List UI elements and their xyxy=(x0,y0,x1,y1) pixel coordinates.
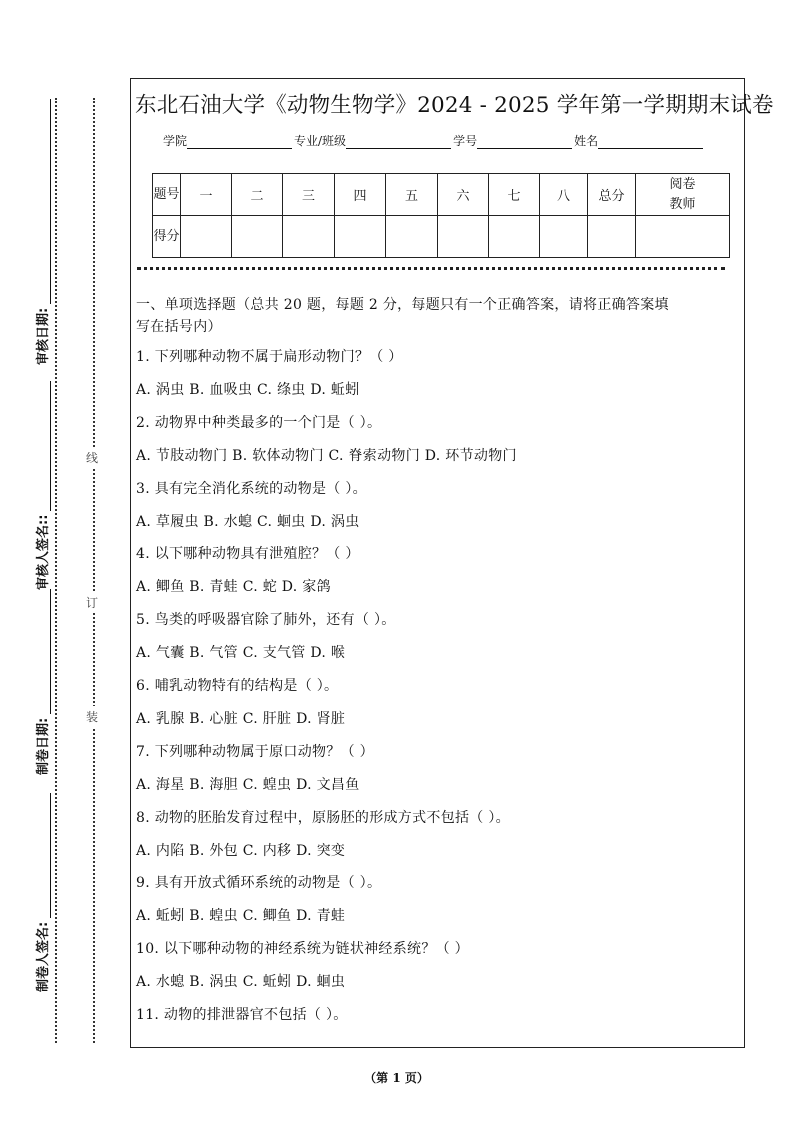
header-cell: 阅卷教师 xyxy=(636,174,730,216)
review-date-label: 审核日期: xyxy=(36,307,51,365)
score-cell[interactable] xyxy=(636,216,730,258)
compile-date-blank[interactable] xyxy=(38,589,51,714)
answer-options: A. 蚯蚓 B. 蝗虫 C. 鲫鱼 D. 青蛙 xyxy=(136,908,346,925)
score-cell[interactable] xyxy=(588,216,636,258)
question-stem: 3. 具有完全消化系统的动物是（ ）。 xyxy=(136,480,367,497)
section-divider xyxy=(137,267,725,270)
section-heading: 一、单项选择题（总共 20 题，每题 2 分，每题只有一个正确答案，请将正确答案填 xyxy=(136,297,669,313)
compiler-signature-blank[interactable] xyxy=(38,793,51,918)
score-cell[interactable] xyxy=(540,216,588,258)
binding-mark-ding: 订 xyxy=(86,592,98,613)
student-info xyxy=(163,132,705,149)
score-table-header xyxy=(153,174,730,216)
margin-dotted-line xyxy=(55,98,57,1043)
question-stem: 5. 鸟类的呼吸器官除了肺外，还有（ ）。 xyxy=(136,612,396,629)
score-row xyxy=(153,216,730,258)
header-cell: 八 xyxy=(540,174,588,216)
major-input[interactable] xyxy=(346,136,451,149)
exam-title: 东北石油大学《动物生物学》2024 - 2025 学年第一学期期末试卷 xyxy=(135,93,774,118)
name-input[interactable] xyxy=(598,136,703,149)
binding-mark-zhuang: 装 xyxy=(86,706,98,727)
reviewer-signature-label: 审核人签名:: xyxy=(36,514,51,590)
question-stem: 9. 具有开放式循环系统的动物是（ ）。 xyxy=(136,875,382,892)
college-label: 学院 xyxy=(163,134,188,148)
student-id-input[interactable] xyxy=(477,136,572,149)
answer-options: A. 节肢动物门 B. 软体动物门 C. 脊索动物门 D. 环节动物门 xyxy=(136,447,517,464)
compiler-signature-field[interactable] xyxy=(32,793,51,992)
compiler-signature-label: 制卷人签名: xyxy=(36,921,51,992)
binding-mark-xian: 线 xyxy=(86,447,98,468)
section-heading-cont: 写在括号内） xyxy=(136,319,222,335)
header-cell: 三 xyxy=(283,174,335,216)
header-cell: 题号 xyxy=(153,174,181,216)
header-cell: 二 xyxy=(232,174,283,216)
question-stem: 2. 动物界中种类最多的一个门是（ ）。 xyxy=(136,414,382,431)
review-date-blank[interactable] xyxy=(38,99,51,304)
question-stem: 11. 动物的排泄器官不包括（ ）。 xyxy=(136,1007,348,1023)
student-id-label: 学号 xyxy=(453,134,478,148)
header-cell: 六 xyxy=(438,174,489,216)
compile-date-field[interactable] xyxy=(32,589,51,775)
score-cell[interactable] xyxy=(232,216,283,258)
answer-options: A. 水螅 B. 涡虫 C. 蚯蚓 D. 蛔虫 xyxy=(136,974,346,991)
question-stem: 6. 哺乳动物特有的结构是（ ）。 xyxy=(136,678,339,694)
score-cell[interactable] xyxy=(438,216,489,258)
answer-options: A. 鲫鱼 B. 青蛙 C. 蛇 D. 家鸽 xyxy=(136,579,331,596)
answer-options: A. 乳腺 B. 心脏 C. 肝脏 D. 肾脏 xyxy=(136,710,346,727)
score-cell[interactable] xyxy=(335,216,386,258)
header-cell: 五 xyxy=(386,174,438,216)
binding-dotted-line xyxy=(93,98,95,1043)
major-label: 专业/班级 xyxy=(294,134,347,148)
header-cell: 总分 xyxy=(588,174,636,216)
score-cell[interactable] xyxy=(181,216,232,258)
header-cell: 七 xyxy=(489,174,540,216)
answer-options: A. 草履虫 B. 水螅 C. 蛔虫 D. 涡虫 xyxy=(136,513,360,530)
score-cell[interactable] xyxy=(386,216,438,258)
score-table xyxy=(152,173,730,258)
page-number: （第 1 页） xyxy=(364,1071,429,1085)
question-stem: 1. 下列哪种动物不属于扁形动物门？（ ） xyxy=(136,349,403,365)
question-stem: 10. 以下哪种动物的神经系统为链状神经系统？（ ） xyxy=(136,941,469,958)
question-stem: 8. 动物的胚胎发育过程中，原肠胚的形成方式不包括（ ）。 xyxy=(136,809,510,826)
score-cell[interactable] xyxy=(489,216,540,258)
answer-options: A. 内陷 B. 外包 C. 内移 D. 突变 xyxy=(136,842,346,859)
answer-options: A. 气囊 B. 气管 C. 支气管 D. 喉 xyxy=(136,645,346,662)
row-label: 得分 xyxy=(153,216,181,258)
college-input[interactable] xyxy=(187,136,292,149)
reviewer-signature-blank[interactable] xyxy=(38,381,51,511)
question-stem: 4. 以下哪种动物具有泄殖腔？（ ） xyxy=(136,546,360,563)
answer-options: A. 海星 B. 海胆 C. 蝗虫 D. 文昌鱼 xyxy=(136,776,360,793)
score-cell[interactable] xyxy=(283,216,335,258)
review-date-field[interactable] xyxy=(32,99,51,365)
header-cell: 一 xyxy=(181,174,232,216)
header-cell: 四 xyxy=(335,174,386,216)
reviewer-signature-field[interactable] xyxy=(32,381,51,590)
answer-options: A. 涡虫 B. 血吸虫 C. 绦虫 D. 蚯蚓 xyxy=(136,381,360,398)
name-label: 姓名 xyxy=(574,134,599,148)
compile-date-label: 制卷日期: xyxy=(36,717,51,775)
question-stem: 7. 下列哪种动物属于原口动物？（ ） xyxy=(136,743,374,760)
